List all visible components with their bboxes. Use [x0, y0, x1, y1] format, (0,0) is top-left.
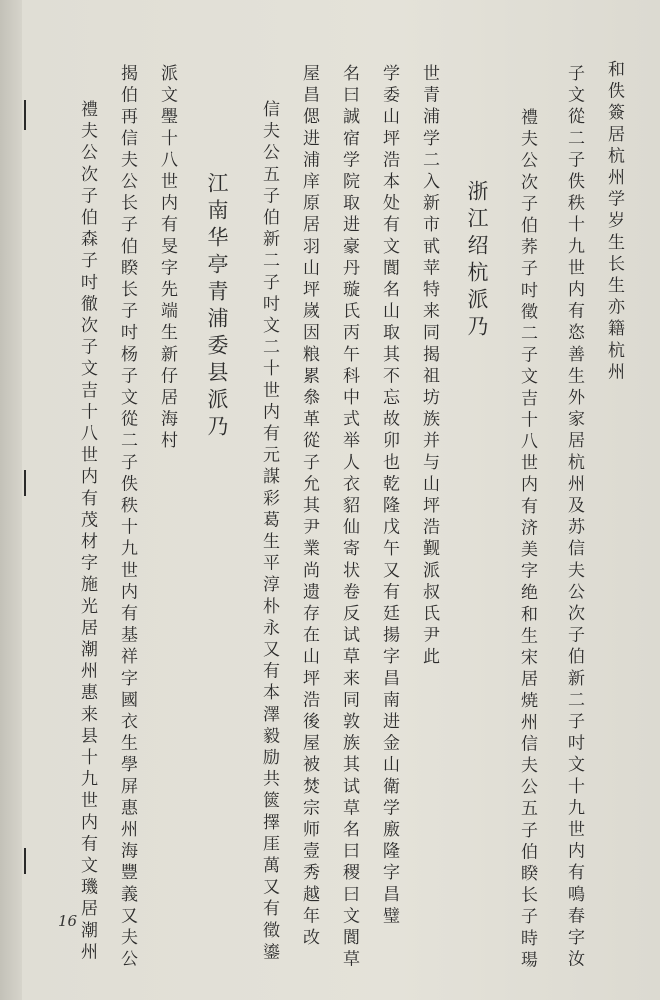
text-column-2: 子文從二子佚秩十九世内有恣善生外家居杭州及苏信夫公次子伯新二子吋文十九世内有鳴春字汝	[564, 64, 584, 972]
text-column-13: 禮夫公次子伯森子吋徹次子文吉十八世内有茂材字施光居潮州惠来县十九世内有文璣居潮州	[77, 100, 97, 964]
binding-mark	[24, 100, 26, 130]
text-column-8: 屋昌偲进浦庠原居羽山坪嵗因粮累叅革從子允其尹業尚遗存在山坪浩後屋被焚宗师壹秀越年改	[299, 64, 319, 950]
text-column-7: 名曰誠宿学院取进豪丹璇氏丙午科中式举人衣貂仙寄状卷反试草来同敦族其试草名曰稷曰文閬草	[339, 64, 359, 972]
section-heading-jiangnan: 江南华亭青浦委县派乃	[205, 172, 229, 442]
text-column-6: 学委山坪浩本处有文閬名山取其不忘故卯也乾隆戊午又有廷揚字昌南进金山衛学廒隆字昌璧	[379, 64, 399, 928]
binding-gutter	[0, 0, 22, 1000]
section-heading-zhejiang: 浙江绍杭派乃	[465, 180, 489, 342]
text-column-9: 信夫公五子伯新二子吋文二十世内有元謀彩葛生平淳朴永又有本澤毅励共篋擇厓萬又有徵鎏	[259, 100, 279, 964]
text-column-1: 和佚簽居杭州学岁生长生亦籍杭州	[604, 60, 624, 384]
binding-mark	[24, 848, 26, 874]
text-column-11: 派文璺十八世内有旻字先端生新仔居海村	[157, 64, 177, 453]
page-number: 16	[58, 912, 78, 930]
text-column-12: 揭伯再信夫公长子伯睽长子吋杨子文從二子佚秩十九世内有基祥字國衣生學屏惠州海豐義又夫公	[117, 64, 137, 972]
text-column-3: 禮夫公次子伯荞子吋徵二子文吉十八世内有济美字绝和生宋居焼州信夫公五子伯睽长子時瑒	[517, 108, 537, 972]
binding-mark	[24, 470, 26, 496]
text-column-5: 世青浦学二入新市甙苹特来同揭祖坊族并与山坪浩觐派叔氏尹此	[419, 64, 439, 669]
